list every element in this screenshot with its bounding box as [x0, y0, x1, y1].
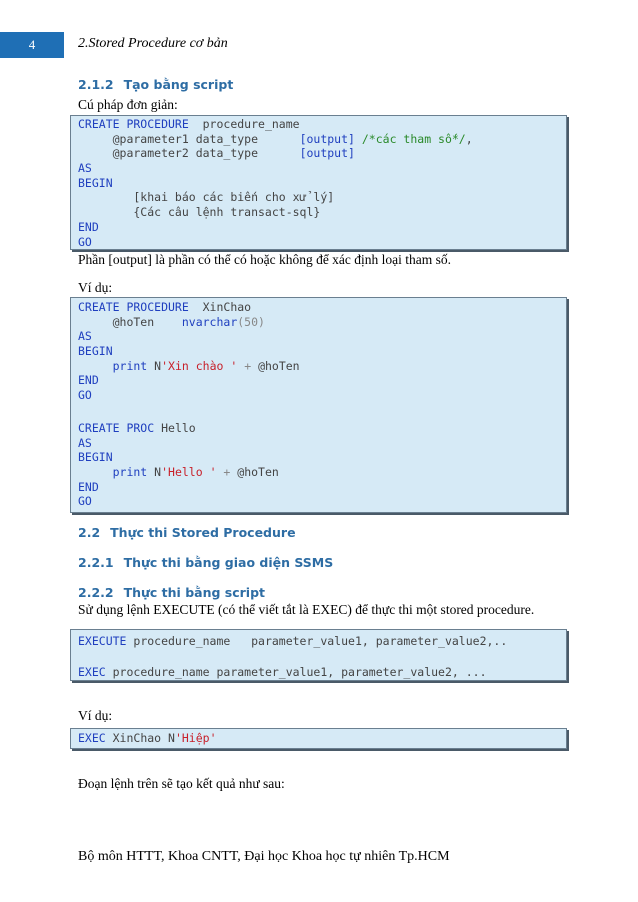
code-text: + — [237, 358, 259, 373]
code-text: @parameter1 data_type — [78, 131, 300, 146]
code-keyword: CREATE PROCEDURE — [78, 117, 189, 131]
code-line: {Các câu lệnh transact-sql} — [78, 205, 321, 220]
result-intro: Đoạn lệnh trên sẽ tạo kết quả như sau: — [78, 776, 285, 791]
code-line: BEGIN — [78, 450, 113, 465]
code-block-exec-example — [70, 728, 567, 749]
code-keyword: CREATE PROCEDURE — [78, 300, 189, 314]
code-keyword: [output] — [299, 146, 355, 161]
code-line — [78, 315, 566, 330]
code-text: N — [154, 358, 162, 373]
code-line: GO — [78, 388, 92, 403]
code-string: 'Hiệp' — [174, 731, 217, 745]
code-text: @hoTen — [237, 464, 279, 479]
section-title: Thực thi bằng giao diện SSMS — [123, 555, 334, 570]
example-label: Ví dụ: — [78, 708, 113, 723]
code-text: procedure_name parameter_value1, parameter_value2, ... — [105, 664, 487, 679]
code-line: [khai báo các biến cho xử lý] — [78, 190, 335, 205]
output-note: Phần [output] là phần có thể có hoặc không để xác định loại tham số. — [78, 252, 452, 267]
code-blank-line — [78, 649, 566, 665]
code-string: 'Hello ' — [161, 464, 217, 479]
code-keyword: EXECUTE — [78, 634, 127, 648]
code-line: AS — [78, 161, 92, 176]
code-block-syntax — [70, 115, 567, 250]
page-number: 4 — [0, 32, 64, 58]
code-text: @hoTen — [258, 358, 300, 373]
code-text: @parameter2 data_type — [78, 146, 300, 161]
code-line: GO — [78, 494, 92, 509]
code-text: N — [154, 464, 162, 479]
page-footer: Bộ môn HTTT, Khoa CNTT, Đại học Khoa học tự nhiên Tp.HCM — [78, 849, 450, 864]
code-string: 'Xin chào ' — [161, 358, 238, 373]
code-line — [78, 300, 566, 315]
section-heading-2-2-2 — [78, 585, 265, 600]
code-line — [78, 117, 566, 132]
section-number: 2.2.1 — [78, 555, 114, 570]
section-number: 2.1.2 — [78, 77, 114, 92]
section-heading-2-2 — [78, 525, 296, 540]
code-keyword: print — [78, 358, 155, 373]
code-line: BEGIN — [78, 344, 113, 359]
code-line: AS — [78, 435, 92, 450]
code-line — [78, 731, 566, 746]
code-text: XinChao — [188, 300, 252, 314]
code-line — [78, 359, 566, 374]
code-line: END — [78, 479, 99, 494]
section-heading-2-2-1 — [78, 555, 333, 570]
code-text: XinChao N — [105, 731, 175, 745]
code-keyword: nvarchar — [181, 314, 238, 329]
code-keyword: EXEC — [78, 664, 106, 679]
section-number: 2.2 — [78, 525, 101, 540]
code-text: , — [465, 131, 473, 146]
section-heading-2-1-2 — [78, 77, 233, 92]
syntax-intro: Cú pháp đơn giản: — [78, 97, 178, 112]
code-line: END — [78, 373, 99, 388]
code-text: procedure_name parameter_value1, parameter_value2,.. — [126, 634, 508, 648]
code-line: GO — [78, 234, 92, 249]
code-line — [78, 421, 566, 436]
code-line — [78, 132, 566, 147]
chapter-title: 2.Stored Procedure cơ bản — [78, 36, 228, 51]
code-text: + — [216, 464, 238, 479]
code-line: END — [78, 219, 99, 234]
code-line — [78, 634, 566, 649]
example-label: Ví dụ: — [78, 280, 113, 295]
code-blank-line — [78, 403, 566, 421]
code-text: (50) — [237, 314, 265, 329]
code-line: AS — [78, 329, 92, 344]
code-keyword: CREATE PROC — [78, 420, 155, 435]
section-title: Thực thi Stored Procedure — [110, 525, 296, 540]
code-line — [78, 146, 566, 161]
code-text: @hoTen — [78, 314, 182, 329]
code-keyword: EXEC — [78, 731, 106, 745]
code-line: BEGIN — [78, 175, 113, 190]
section-title: Tạo bằng script — [123, 77, 234, 92]
code-block-example — [70, 297, 567, 513]
code-line — [78, 665, 566, 680]
execute-intro: Sử dụng lệnh EXECUTE (có thể viết tắt là EXEC) để thực thi một stored procedure. — [78, 602, 535, 617]
section-title: Thực thi bằng script — [123, 585, 265, 600]
code-block-exec — [70, 629, 567, 681]
code-comment: /*các tham số*/ — [354, 131, 466, 146]
code-text: Hello — [154, 420, 196, 435]
code-text: procedure_name — [188, 117, 300, 131]
code-line — [78, 465, 566, 480]
code-keyword: [output] — [299, 131, 355, 146]
code-keyword: print — [78, 464, 155, 479]
section-number: 2.2.2 — [78, 585, 114, 600]
